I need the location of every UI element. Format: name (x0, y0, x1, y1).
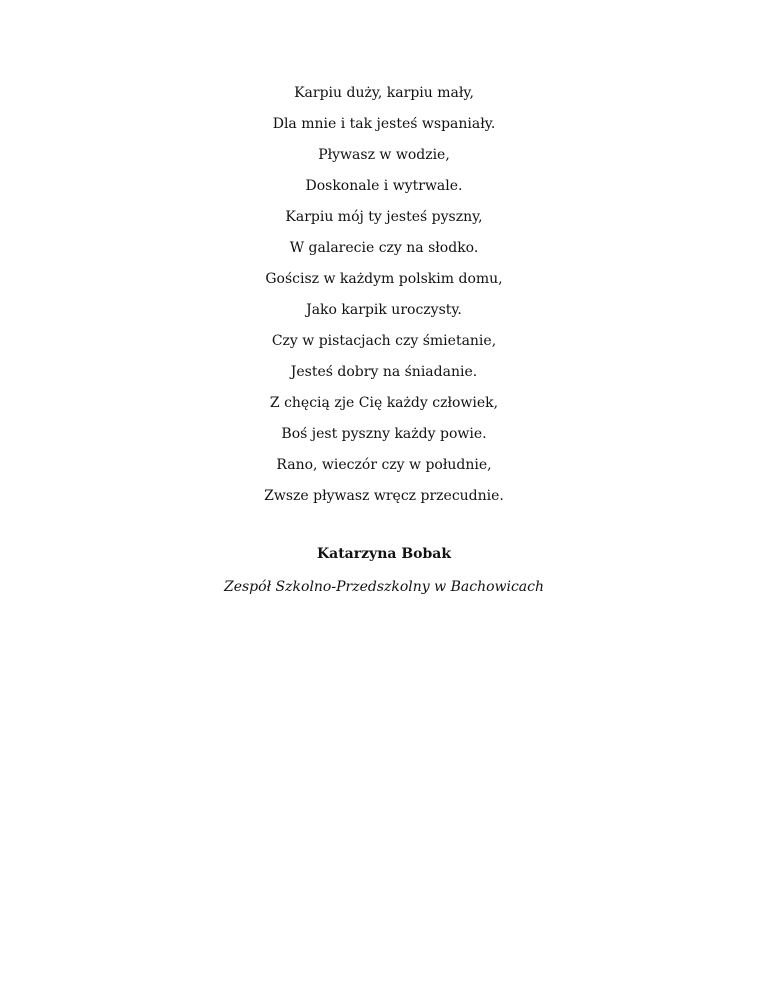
school-name: Zespół Szkolno-Przedszkolny w Bachowicach (223, 579, 545, 595)
poem-line: Doskonale i wytrwale. (305, 178, 463, 194)
poem-line: Gościsz w każdym polskim domu, (265, 271, 503, 287)
poem-line: Rano, wieczór czy w południe, (276, 457, 492, 473)
poem-line: Czy w pistacjach czy śmietanie, (271, 333, 497, 349)
author-name: Katarzyna Bobak (316, 546, 452, 562)
poem-line: Zwsze pływasz wręcz przecudnie. (264, 488, 504, 504)
poem (0, 82, 768, 516)
poem-line: Dla mnie i tak jesteś wspaniały. (272, 116, 496, 132)
poem-line: Jako karpik uroczysty. (306, 302, 462, 318)
poem-line: Z chęcią zje Cię każdy człowiek, (269, 395, 499, 411)
poem-line: Boś jest pyszny każdy powie. (281, 426, 487, 442)
poem-line: Jesteś dobry na śniadanie. (290, 364, 478, 380)
poem-line: W galarecie czy na słodko. (289, 240, 479, 256)
poem-line: Pływasz w wodzie, (318, 147, 450, 163)
poem-line: Karpiu mój ty jesteś pyszny, (285, 209, 483, 225)
poem-line: Karpiu duży, karpiu mały, (294, 85, 474, 101)
